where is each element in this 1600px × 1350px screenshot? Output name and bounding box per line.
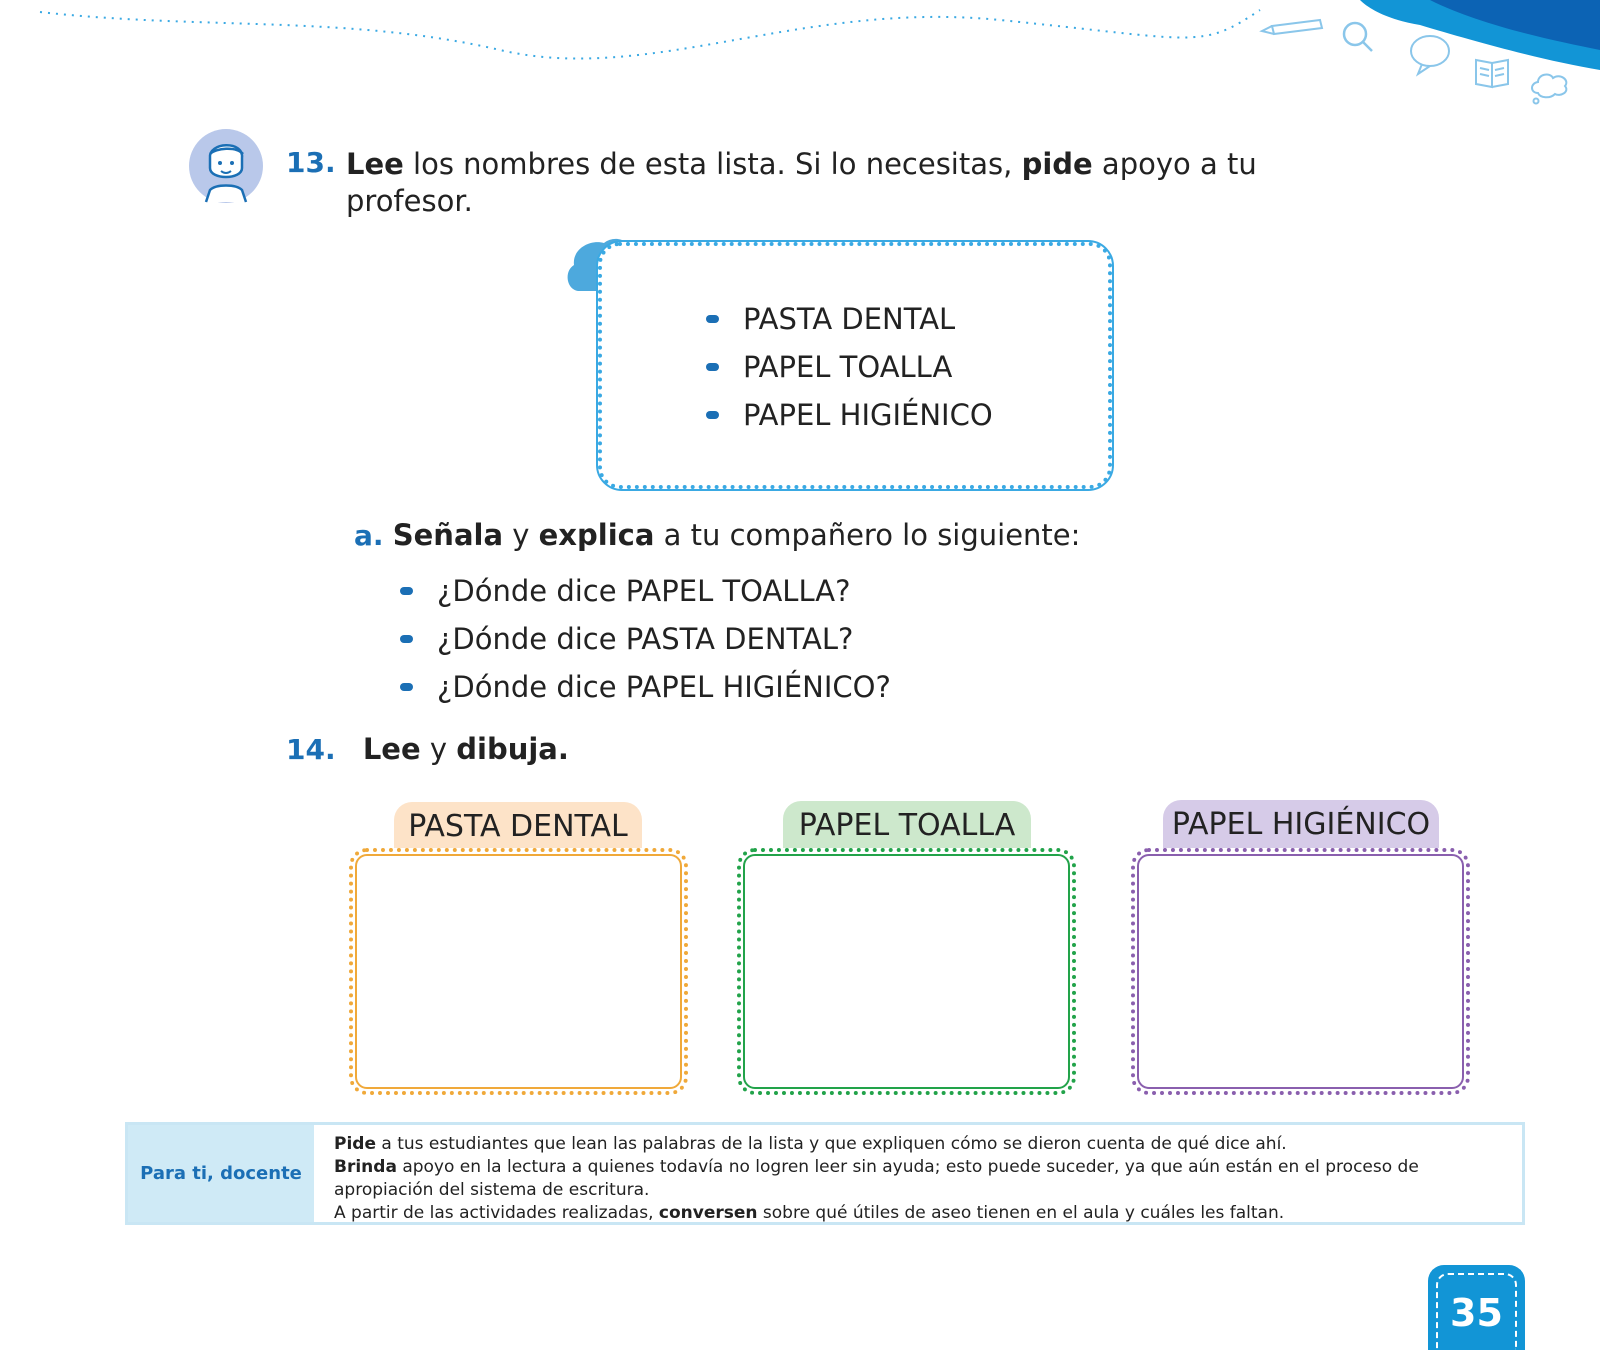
instruction-text: apoyo a tu — [1092, 147, 1257, 181]
verb-pide: pide — [1021, 147, 1093, 181]
question-text: ¿Dónde dice PASTA DENTAL? — [437, 622, 854, 656]
drawing-box-papel-higienico[interactable] — [1131, 848, 1470, 1095]
teacher-note-text — [334, 1133, 1502, 1225]
list-item — [706, 398, 993, 432]
teacher-note-line-3 — [334, 1202, 1502, 1225]
note-text: A partir de las actividades realizadas, — [334, 1203, 659, 1223]
bullet-icon — [400, 587, 413, 595]
list-item-text: PASTA DENTAL — [743, 302, 956, 336]
question-text: ¿Dónde dice PAPEL HIGIÉNICO? — [437, 670, 891, 704]
question-item — [400, 670, 891, 704]
note-text: a tus estudiantes que lean las palabras de la lista y que expliquen cómo se dieron cuenta de qué dice ahí. — [376, 1134, 1287, 1154]
magnifier-icon — [1344, 23, 1372, 51]
exercise-14-instruction — [286, 732, 569, 766]
teacher-note-label: Para ti, docente — [128, 1125, 314, 1222]
teacher-note — [125, 1122, 1525, 1225]
pencil-icon — [1262, 20, 1322, 34]
bullet-icon — [400, 635, 413, 643]
exercise-14-number: 14. — [286, 733, 336, 766]
exercise-13-instruction — [346, 146, 1286, 220]
thought-cloud-icon — [1532, 75, 1566, 104]
tab-papel-higienico: PAPEL HIGIÉNICO — [1163, 800, 1439, 848]
question-text: ¿Dónde dice PAPEL TOALLA? — [437, 574, 851, 608]
header-decoration — [0, 0, 1600, 120]
teacher-note-line-1 — [334, 1133, 1502, 1156]
exercise-13-line-1 — [346, 146, 1286, 183]
speech-bubble-icon — [1411, 36, 1449, 74]
drawing-box-pasta-dental[interactable] — [349, 848, 688, 1095]
verb-explica: explica — [538, 518, 655, 552]
question-item — [400, 574, 851, 608]
verb-pide: Pide — [334, 1134, 376, 1154]
page-number: 35 — [1436, 1273, 1517, 1350]
part-a-instruction — [354, 518, 1080, 552]
bullet-icon — [706, 363, 719, 371]
bullet-icon — [706, 411, 719, 419]
verb-brinda: Brinda — [334, 1157, 397, 1177]
book-icon — [1476, 60, 1508, 87]
page-number-tab — [1428, 1265, 1525, 1350]
part-a-letter: a. — [354, 519, 384, 552]
instruction-text: a tu compañero lo siguiente: — [654, 518, 1081, 552]
bullet-icon — [706, 315, 719, 323]
tab-papel-toalla: PAPEL TOALLA — [783, 801, 1031, 849]
verb-lee: Lee — [346, 147, 404, 181]
instruction-text: y — [503, 518, 539, 552]
list-item-text: PAPEL HIGIÉNICO — [743, 398, 993, 432]
question-item — [400, 622, 853, 656]
verb-senala: Señala — [392, 518, 504, 552]
instruction-text: y — [420, 732, 457, 766]
list-item — [706, 350, 952, 384]
exercise-13-line-2: profesor. — [346, 184, 473, 218]
bullet-icon — [400, 683, 413, 691]
teacher-note-line-2 — [334, 1156, 1502, 1202]
tab-pasta-dental: PASTA DENTAL — [394, 802, 642, 850]
note-text: apoyo en la lectura a quienes todavía no logren leer sin ayuda; esto puede suceder, ya que aún están en el proceso de apropiación del sistema de escritura. — [334, 1157, 1419, 1200]
verb-conversen: conversen — [658, 1203, 758, 1223]
note-text: sobre qué útiles de aseo tienen en el aula y cuáles les faltan. — [757, 1203, 1285, 1223]
verb-dibuja: dibuja. — [456, 732, 569, 766]
instruction-text: los nombres de esta lista. Si lo necesitas, — [403, 147, 1022, 181]
list-item-text: PAPEL TOALLA — [743, 350, 953, 384]
student-avatar-icon — [188, 128, 264, 204]
list-item — [706, 302, 955, 336]
verb-lee: Lee — [362, 732, 421, 766]
drawing-box-papel-toalla[interactable] — [737, 848, 1076, 1095]
exercise-13-number: 13. — [286, 146, 336, 179]
